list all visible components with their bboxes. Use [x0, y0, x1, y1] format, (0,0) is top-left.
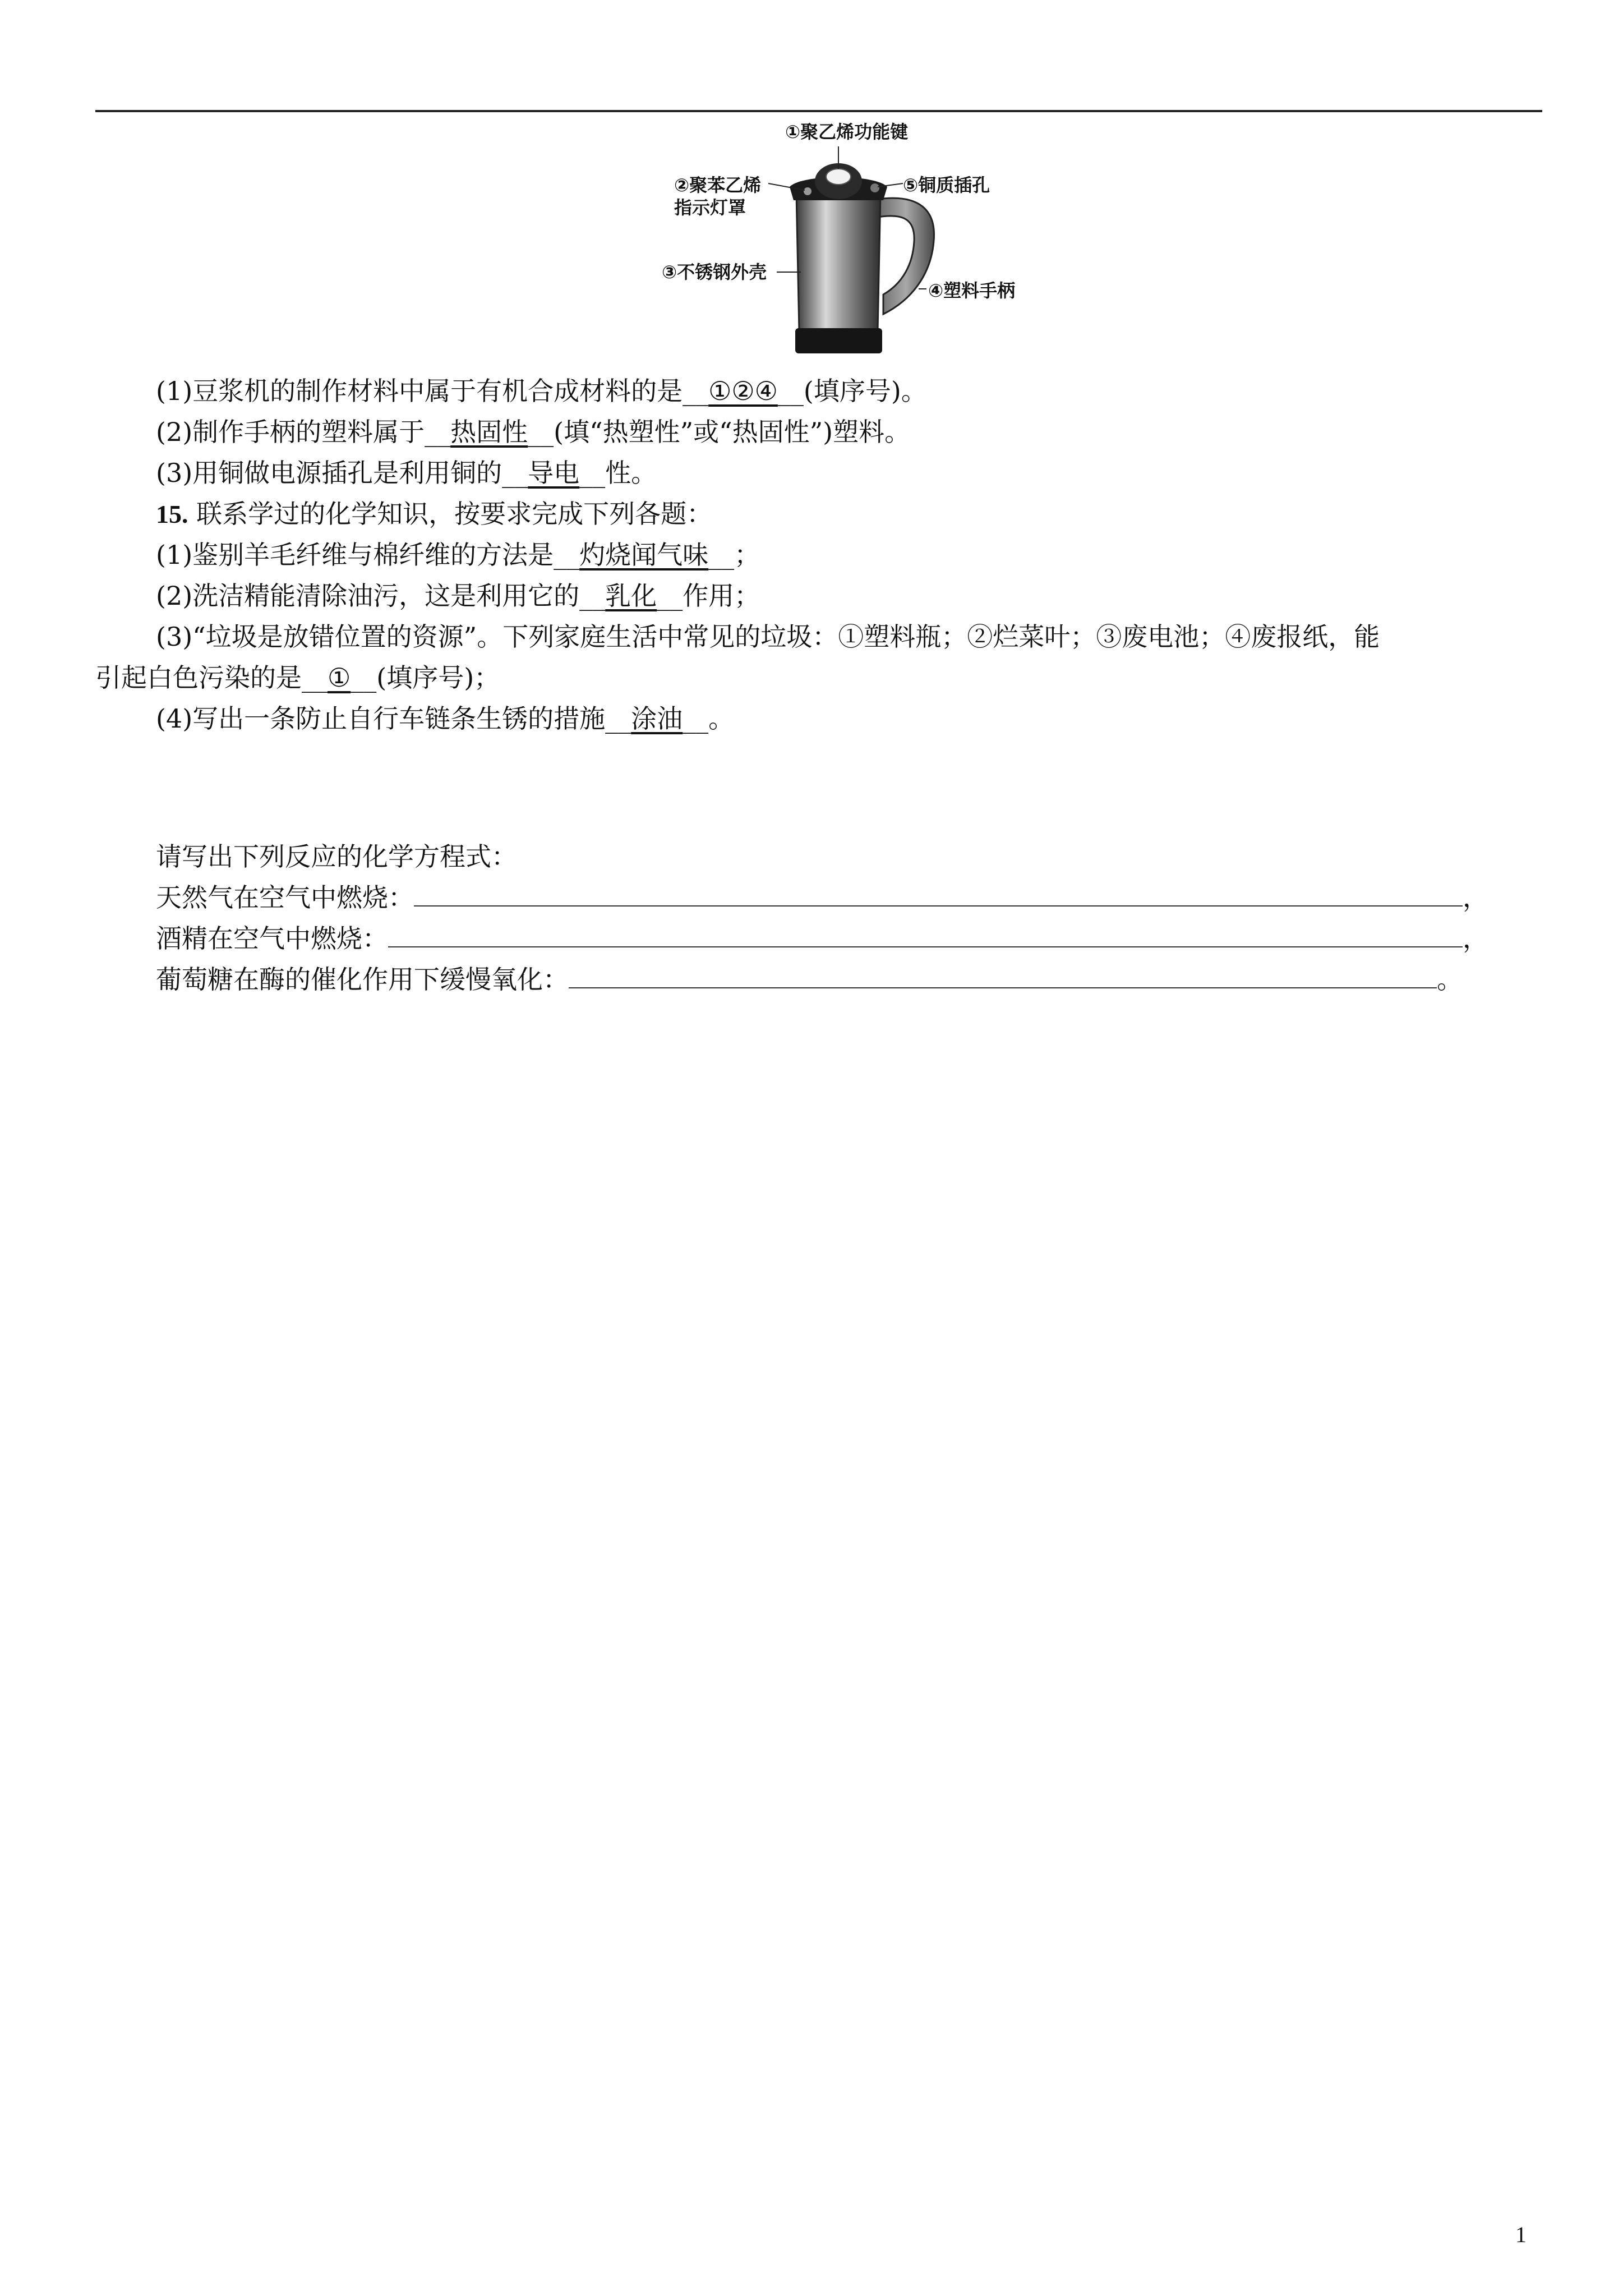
q14-part2-tail: (填“热塑性”或“热固性”)塑料。: [554, 417, 911, 447]
label-polyethylene-button: ①聚乙烯功能键: [785, 121, 909, 142]
label-polystyrene-line1: ②聚苯乙烯: [674, 174, 762, 196]
q14-part3-tail: 性。: [605, 458, 657, 488]
equation-alcohol-blank[interactable]: [388, 923, 1463, 947]
equation-glucose: [156, 963, 1463, 996]
q14-part2-answer: 热固性: [450, 417, 528, 447]
label-plastic-handle: ④塑料手柄: [928, 280, 1016, 301]
soymilk-machine-figure: [656, 121, 1099, 362]
equation-alcohol-label: 酒精在空气中燃烧：: [156, 923, 388, 954]
equation-glucose-label: 葡萄糖在酶的催化作用下缓慢氧化：: [156, 964, 569, 995]
q15-part3-tail: (填序号)；: [376, 662, 500, 693]
q15-part4: (4)写出一条防止自行车链条生锈的措施__涂油__。: [156, 702, 734, 735]
q15-title: 联系学过的化学知识，按要求完成下列各题：: [196, 499, 713, 529]
q15-part1-tail: ；: [734, 540, 760, 570]
q14-part1-tail: (填序号)。: [803, 376, 927, 406]
q15-part2-answer: 乳化: [605, 581, 657, 611]
label-polystyrene-lampshade: [674, 174, 761, 219]
q14-part3-answer: 导电: [528, 458, 580, 488]
label-stainless-shell: ③不锈钢外壳: [662, 261, 767, 283]
q15-part4-text: (4)写出一条防止自行车链条生锈的措施: [156, 703, 606, 734]
q15-part1-text: (1)鉴别羊毛纤维与棉纤维的方法是: [156, 540, 554, 570]
q15-part4-tail: 。: [708, 703, 735, 734]
q14-part3: (3)用铜做电源插孔是利用铜的__导电__性。: [156, 456, 657, 490]
q15-part3-line2: 引起白色污染的是__①__(填序号)；: [95, 661, 500, 694]
q15-part3-text: (3)“垃圾是放错位置的资源”。下列家庭生活中常见的垃圾：①塑料瓶；②烂菜叶；③废电池；④废报纸，能: [156, 622, 1380, 652]
q15-part3-answer: ①: [328, 662, 351, 693]
q15-part3-line1: [156, 620, 1380, 654]
q15-part1-answer: 灼烧闻气味: [579, 540, 709, 570]
q15-part2-tail: 作用；: [683, 581, 760, 611]
q15-number: 15.: [156, 500, 188, 528]
q14-part1: (1)豆浆机的制作材料中属于有机合成材料的是__①②④__(填序号)。: [156, 374, 927, 408]
equation-natural-gas-label: 天然气在空气中燃烧：: [156, 882, 414, 913]
equation-natural-gas: [156, 881, 1488, 914]
q15-part3-prompt: 引起白色污染的是: [95, 662, 302, 693]
header-rule: [95, 110, 1542, 112]
soymilk-machine-image: [656, 121, 1099, 362]
q14-part2: (2)制作手柄的塑料属于__热固性__(填“热塑性”或“热固性”)塑料。: [156, 415, 910, 449]
q15-part4-answer: 涂油: [631, 703, 683, 734]
q14-part1-answer: ①②④: [708, 376, 778, 406]
q14-part2-text: (2)制作手柄的塑料属于: [156, 417, 425, 447]
q15-part2: (2)洗洁精能清除油污，这是利用它的__乳化__作用；: [156, 579, 760, 613]
equation-natural-gas-blank[interactable]: [414, 882, 1463, 907]
q15-heading: [156, 497, 712, 531]
label-polystyrene-line2: 指示灯罩: [674, 197, 746, 218]
equation-alcohol: [156, 922, 1488, 955]
page-number: 1: [1515, 2222, 1527, 2247]
equation-glucose-end: 。: [1437, 964, 1463, 995]
q14-part3-text: (3)用铜做电源插孔是利用铜的: [156, 458, 502, 488]
equation-alcohol-end: ，: [1463, 923, 1488, 954]
equation-glucose-blank[interactable]: [569, 964, 1437, 988]
equations-intro: 请写出下列反应的化学方程式：: [156, 841, 517, 872]
q15-part2-text: (2)洗洁精能清除油污，这是利用它的: [156, 581, 580, 611]
q15-part1: (1)鉴别羊毛纤维与棉纤维的方法是__灼烧闻气味__；: [156, 538, 760, 572]
equation-natural-gas-end: ，: [1463, 882, 1488, 913]
label-copper-socket: ⑤铜质插孔: [903, 174, 990, 196]
q14-part1-text: (1)豆浆机的制作材料中属于有机合成材料的是: [156, 376, 683, 406]
